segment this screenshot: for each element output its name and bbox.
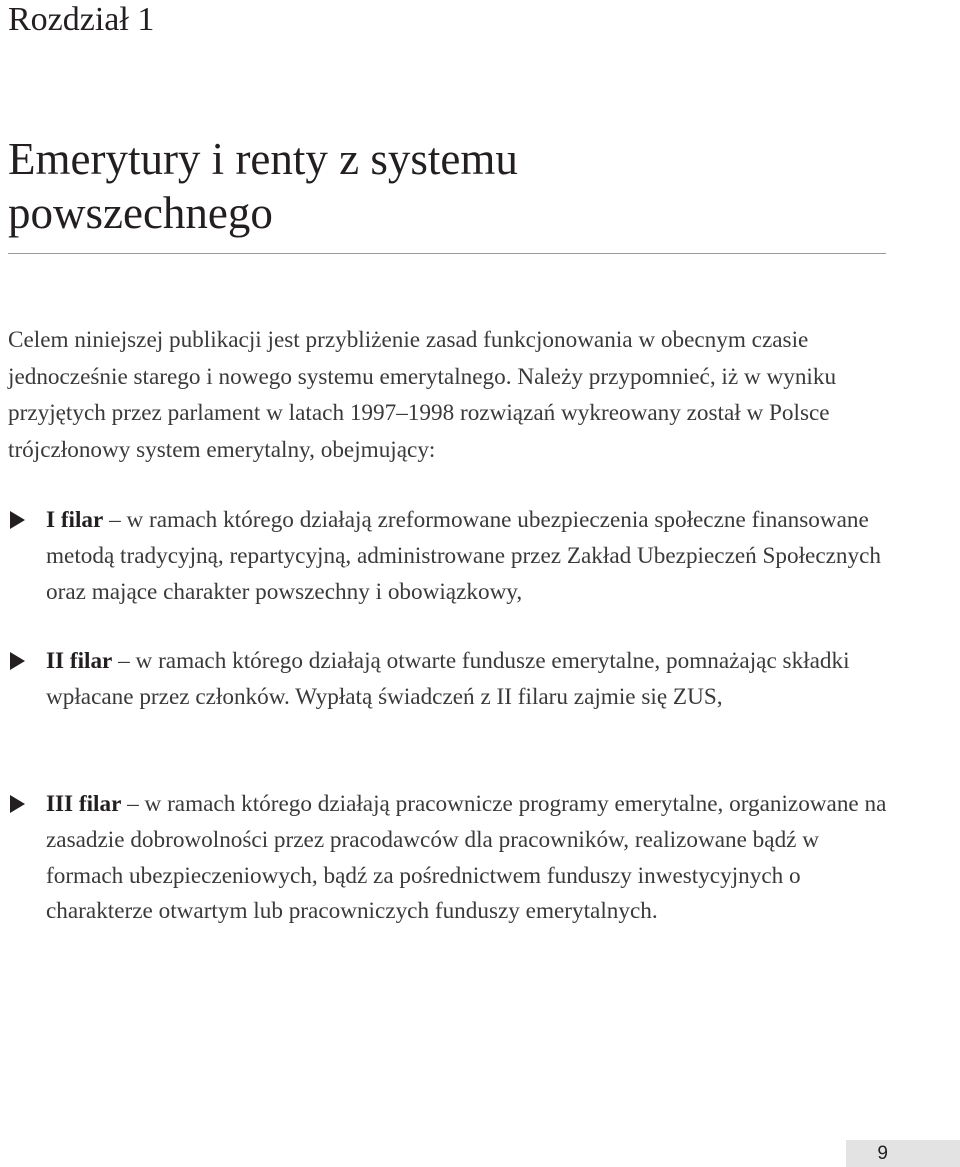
list-item-term: II filar bbox=[46, 648, 113, 674]
triangle-bullet-icon bbox=[10, 795, 25, 813]
page-number-box bbox=[846, 1140, 960, 1167]
triangle-bullet-icon bbox=[10, 652, 25, 670]
intro-paragraph: Celem niniejszej publikacji jest przybliżenie zasad funkcjonowania w obecnym czasie jednocześnie starego i nowego systemu emerytalnego. Należy przypomnieć, iż w wyniku przyjętych przez parlament w latach 1997–1998 rozwiązań wykreowany został w Polsce trójczłonowy system emerytalny, obejmujący: bbox=[8, 327, 837, 463]
chapter-title bbox=[8, 132, 908, 240]
list-item-term: III filar bbox=[46, 791, 122, 817]
list-item-text bbox=[46, 787, 896, 930]
title-divider bbox=[8, 253, 886, 254]
page-number: 9 bbox=[877, 1143, 888, 1164]
list-item-description: – w ramach którego działają pracownicze programy emerytalne, organizowane na zasadzie dobrowolności przez pracodawców dla pracowników, realizowane bądź w formach ubezpieczeniowych, bądź za pośrednictwem funduszy inwestycyjnych o charakterze otwartym lub pracowniczych funduszy emerytalnych. bbox=[46, 791, 887, 925]
chapter-title-line-2: powszechnego bbox=[8, 188, 273, 238]
chapter-label: Rozdział 1 bbox=[8, 1, 155, 38]
list-item-description: – w ramach którego działają otwarte fundusze emerytalne, pomnażając składki wpłacane przez członków. Wypłatą świadczeń z II filaru zajmie się ZUS, bbox=[46, 648, 850, 710]
list-item-term: I filar bbox=[46, 507, 104, 533]
list-item-description: – w ramach którego działają zreformowane ubezpieczenia społeczne finansowane metodą tradycyjną, repartycyjną, administrowane przez Zakład Ubezpieczeń Społecznych oraz mające charakter powszechny i obowiązkowy, bbox=[46, 507, 882, 605]
chapter-title-line-1: Emerytury i renty z systemu bbox=[8, 134, 518, 184]
triangle-bullet-icon bbox=[10, 511, 25, 529]
list-item-text bbox=[46, 503, 896, 610]
list-item-text bbox=[46, 644, 896, 716]
